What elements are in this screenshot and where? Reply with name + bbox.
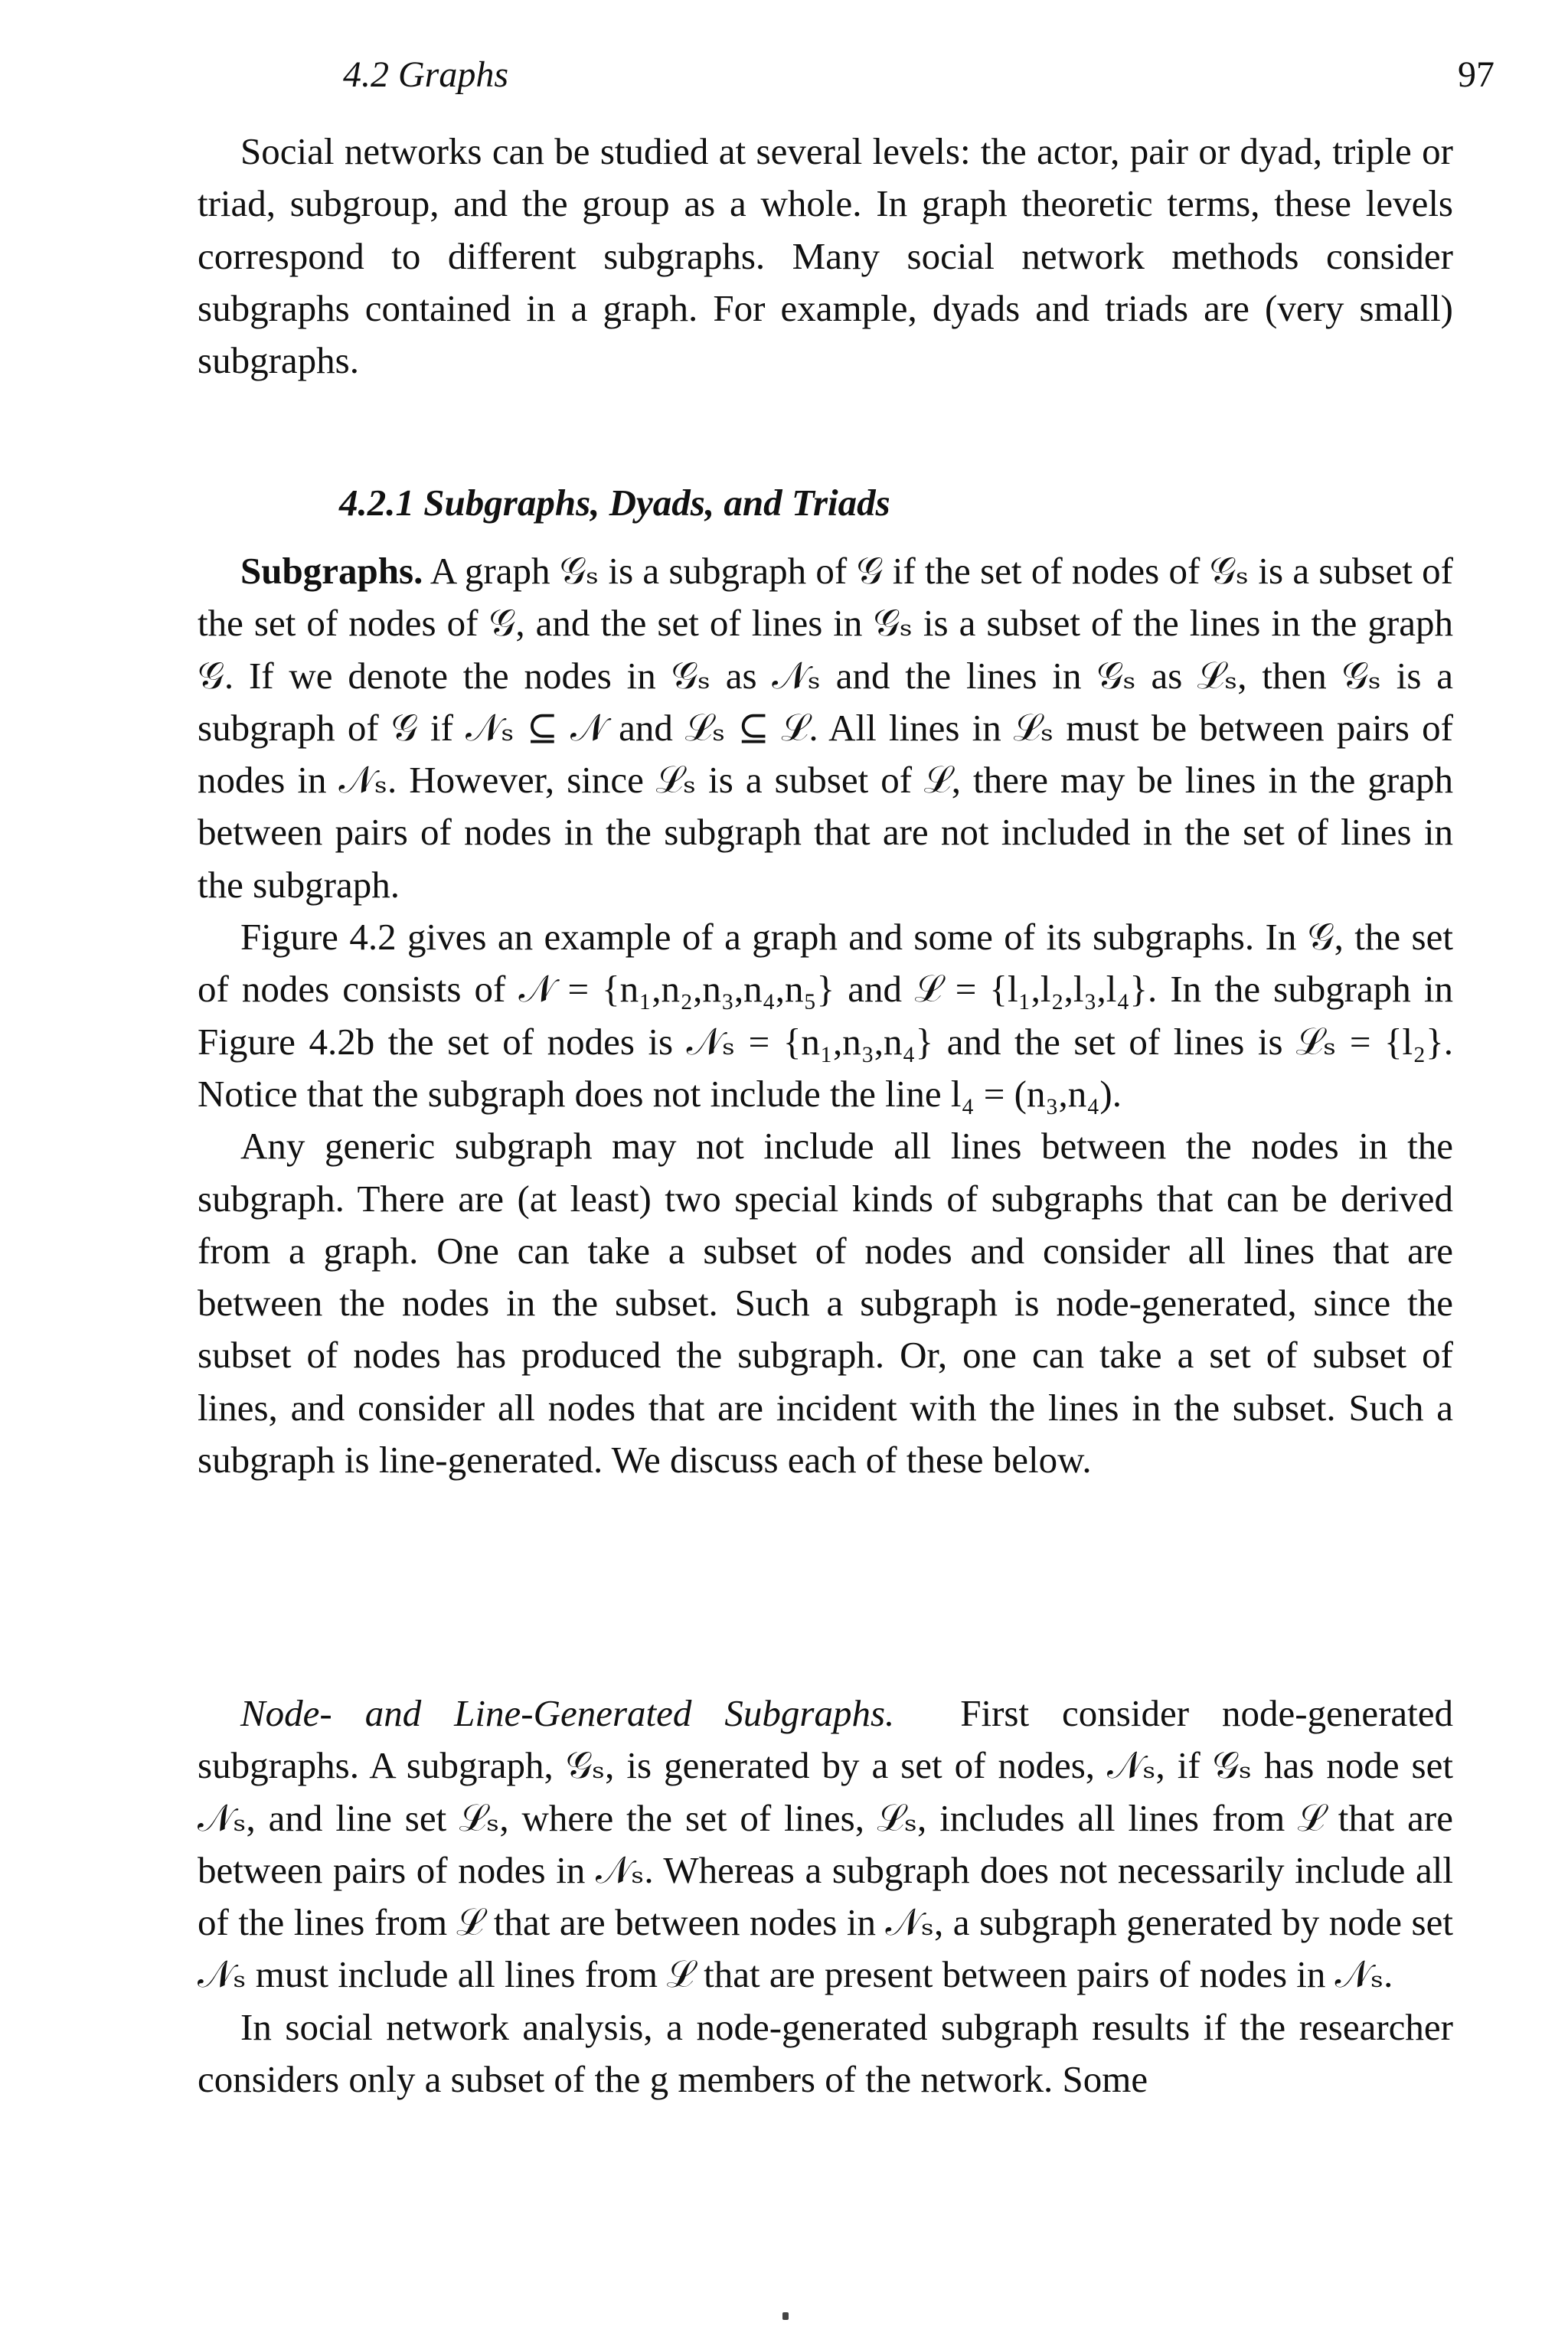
paragraph-figure-example: Figure 4.2 gives an example of a graph and some of its subgraphs. In 𝒢, the set of nodes consists of 𝒩 = {n₁,n₂,n₃,n₄,n₅} and ℒ = {l₁,l₂,l₃,l₄}. In the subgraph in Figure 4.2b the set of nodes is 𝒩ₛ = {n₁,n₃,n₄} and the set of lines is ℒₛ = {l₂}. Notice that the subgraph does not include the line l₄ = (n₃,n₄). [198,916,1453,1115]
running-head: 4.2 Graphs [343,54,509,95]
paragraph-intro: Social networks can be studied at several levels: the actor, pair or dyad, triple or triad, subgroup, and the group as a whole. In graph theoretic terms, these levels correspond to different subgraphs. Many social network methods consider subgraphs contained in a graph. For example, dyads and triads are (very small) subgraphs. [198,130,1453,382]
paragraph-subgraph-definition-text: A graph 𝒢ₛ is a subgraph of 𝒢 if the set of nodes of 𝒢ₛ is a subset of the set of nodes of 𝒢, and the set of lines in 𝒢ₛ is a subset of the lines in the graph 𝒢. If we denote the nodes in 𝒢ₛ as 𝒩ₛ and the lines in 𝒢ₛ as ℒₛ, then 𝒢ₛ is a subgraph of 𝒢 if 𝒩ₛ ⊆ 𝒩 and ℒₛ ⊆ ℒ. All lines in ℒₛ must be between pairs of nodes in 𝒩ₛ. However, since ℒₛ is a subset of ℒ, there may be lines in the graph between pairs of nodes in the subgraph that are not included in the set of lines in the subgraph. [198,550,1453,906]
runin-node-line-generated: Node- and Line-Generated Subgraphs. [240,1692,895,1734]
paragraph-social-network: In social network analysis, a node-generated subgraph results if the researcher considers only a subset of the g members of the network. Some [198,2005,1453,2101]
generated-block [198,1687,1453,2106]
page-number: 97 [1458,54,1494,95]
subgraphs-block [198,545,1453,1486]
paragraph-node-generated-text: First consider node-generated subgraphs. A subgraph, 𝒢ₛ, is generated by a set of nodes, 𝒩ₛ, if 𝒢ₛ has node set 𝒩ₛ, and line set ℒₛ, where the set of lines, ℒₛ, includes all lines from ℒ that are between pairs of nodes in 𝒩ₛ. Whereas a subgraph does not necessarily include all of the lines from ℒ that are between nodes in 𝒩ₛ, a subgraph generated by node set 𝒩ₛ must include all lines from ℒ that are present between pairs of nodes in 𝒩ₛ. [198,1692,1454,1996]
paragraph-subgraph-definition [198,545,1453,911]
intro-block [198,126,1453,387]
runin-subgraphs: Subgraphs. [240,550,423,592]
paragraph-node-generated [198,1687,1453,2001]
section-heading: 4.2.1 Subgraphs, Dyads, and Triads [339,482,890,524]
paragraph-generic-subgraph: Any generic subgraph may not include all lines between the nodes in the subgraph. There are (at least) two special kinds of subgraphs that can be derived from a graph. One can take a subset of nodes and consider all lines that are between the nodes in the subset. Such a subgraph is node-generated, since the subset of nodes has produced the subgraph. Or, one can take a set of subset of lines, and consider all nodes that are incident with the lines in the subset. Such a subgraph is line-generated. We discuss each of these below. [198,1125,1453,1482]
footer-mark [782,2312,789,2320]
